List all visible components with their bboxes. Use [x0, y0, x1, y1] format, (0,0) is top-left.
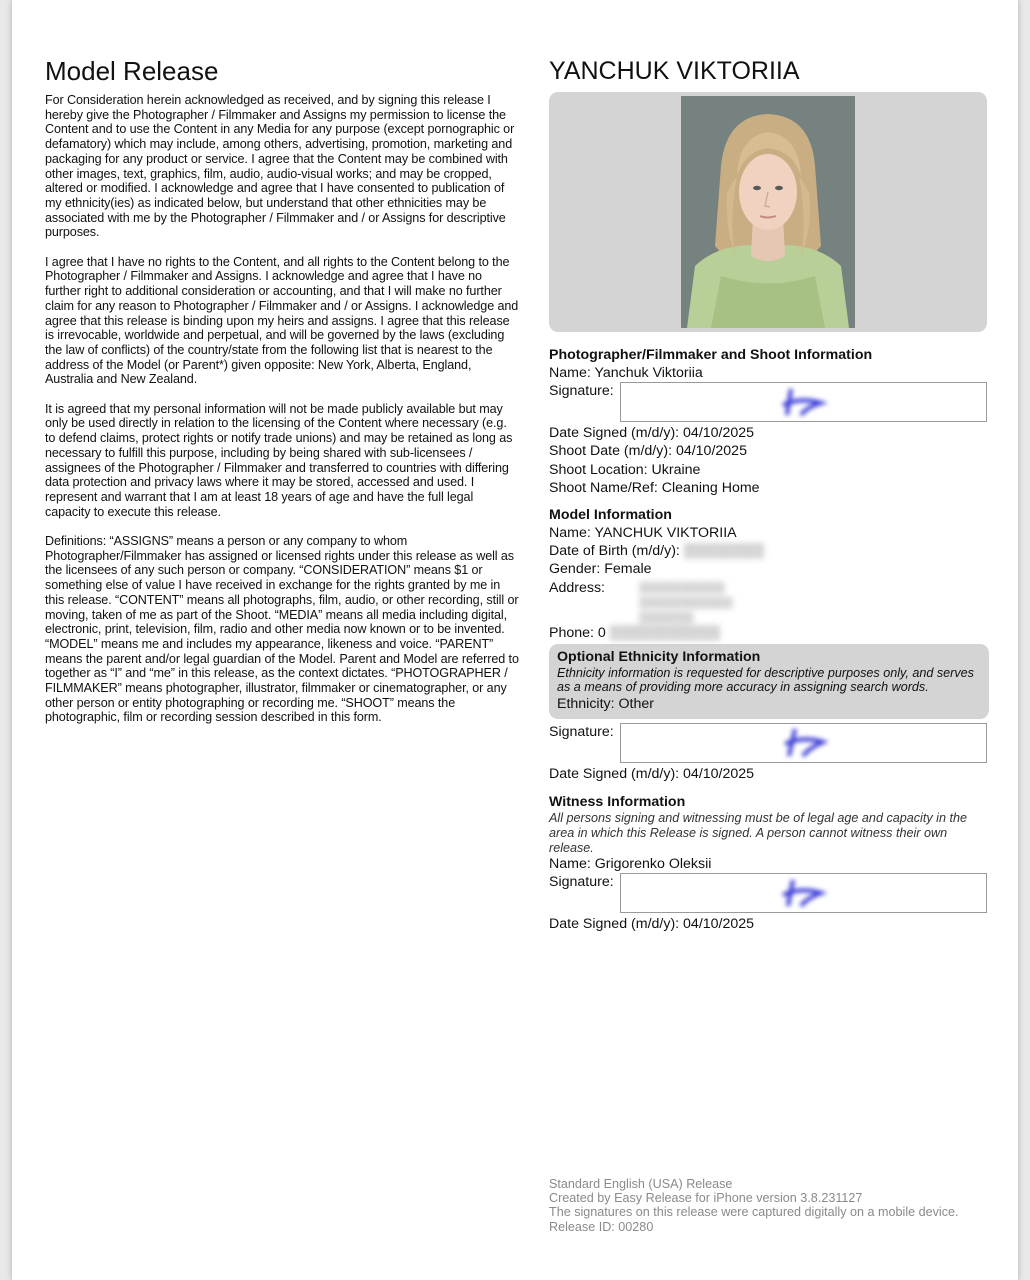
witness-signature-box	[620, 873, 987, 913]
model-signature-scribble	[761, 726, 845, 760]
photographer-signature-box	[620, 382, 987, 422]
photographer-signature-scribble	[761, 385, 845, 419]
ethnicity-note: Ethnicity information is requested for descriptive purposes only, and serves as a means of providing more accuracy in assigning search words.	[557, 665, 974, 695]
model-signature-row	[549, 723, 989, 765]
witness-section-heading: Witness Information	[549, 794, 686, 811]
witness-signature-row	[549, 873, 989, 915]
model-dob-redacted: ▒▒▒▒▒▒▒▒	[683, 543, 765, 560]
model-signature-label: Signature:	[549, 724, 614, 741]
photographer-name: Name: Yanchuk Viktoriia	[549, 365, 703, 381]
terms-paragraph-definitions: Definitions: “ASSIGNS” means a person or any company to whom Photographer/Filmmaker has assigned or licensed rights under this release as well as the licensees of any such person or company. “CONSIDERATION” means $1 or something else of value I have received in exchange for the rights granted by me in this release. “CONTENT” means all photographs, film, audio, or other recording, still or moving, taken of me as part of the Shoot. “MEDIA” means all media including digital, electronic, print, television, film, radio and other media now known or to be invented. “MODEL” means me and includes my appearance, likeness and voice. “PARENT” means the parent and/or legal guardian of the Model. Parent and Model are referred to together as “I” and “me” in this release, as the context dictates. “PHOTOGRAPHER / FILMMAKER” means photographer, illustrator, filmmaker or cinematographer, or any other person or entity photographing or recording me. “SHOOT” means the photographic, film or recording session described in this form.	[45, 534, 519, 725]
shoot-location: Shoot Location: Ukraine	[549, 461, 701, 478]
model-address-redacted: ▒▒▒▒▒▒▒▒▒▒▒ ▒▒▒▒▒▒▒▒▒▒▒▒ ▒▒▒▒▒▒▒	[639, 581, 733, 624]
model-portrait-photo	[681, 96, 855, 328]
model-section-heading: Model Information	[549, 507, 672, 524]
release-page	[12, 0, 1018, 1280]
model-phone-redacted: ▒▒▒▒▒▒▒▒▒▒▒	[609, 624, 721, 641]
photographer-date-signed: Date Signed (m/d/y): 04/10/2025	[549, 425, 755, 442]
photographer-section-heading: Photographer/Filmmaker and Shoot Information	[549, 347, 873, 363]
witness-date-signed: Date Signed (m/d/y): 04/10/2025	[549, 916, 755, 933]
terms-paragraph-privacy: It is agreed that my personal information will not be made publicly available but may only be used directly in relation to the licensing of the Content where necessary (e.g. to defend claims, protect rights or notify trade unions) and may be retained as long as necessary to fulfill this purpose, including by being shared with sub-licensees / assignees of the Photographer / Filmmaker and transferred to countries with differing data protection and privacy laws where it may be stored, accessed and used. I represent and warrant that I am at least 18 years of age and have the full legal capacity to execute this release.	[45, 401, 513, 519]
document-title: Model Release	[45, 56, 219, 86]
witness-note: All persons signing and witnessing must be of legal age and capacity in the area in which this Release is signed. A person cannot witness their own release.	[549, 811, 967, 855]
model-signature-box	[620, 723, 987, 763]
footer-signature-note: The signatures on this release were captured digitally on a mobile device.	[549, 1205, 959, 1220]
ethnicity-heading: Optional Ethnicity Information	[557, 648, 761, 665]
model-dob-label: Date of Birth (m/d/y):	[549, 543, 680, 560]
release-details-column	[549, 56, 989, 934]
photographer-signature-label: Signature:	[549, 383, 614, 400]
model-address	[549, 579, 989, 625]
model-name: Name: YANCHUK VIKTORIIA	[549, 525, 737, 542]
model-name-title: YANCHUK VIKTORIIA	[549, 57, 800, 85]
ethnicity-value: Ethnicity: Other	[557, 696, 654, 713]
model-photo-panel	[549, 92, 987, 332]
model-date-of-birth	[549, 542, 989, 560]
release-terms-column	[45, 56, 520, 740]
terms-paragraph-rights: I agree that I have no rights to the Content, and all rights to the Content belong to the Photographer / Filmmaker and Assigns. I acknowledge and agree that I have no further right to additional consideration or accounting, and that I will make no further claim for any reason to Photographer / Filmmaker and / or Assigns. I acknowledge and agree that this release is binding upon my heirs and assigns. I agree that this release is irrevocable, worldwide and perpetual, and will be governed by the laws (excluding the law of conflicts) of the country/state from the following list that is nearest to the address of the Model (or Parent*) given opposite: New York, Alberta, England, Australia and New Zealand.	[45, 254, 519, 387]
terms-paragraph-consideration: For Consideration herein acknowledged as received, and by signing this release I hereby give the Photographer / Filmmaker and Assigns my permission to license the Content and to use the Content in any Media for any purpose (except pornographic or defamatory) which may include, among others, advertising, promotion, marketing and packaging for any product or service. I agree that the Content may be combined with other images, text, graphics, film, audio, audio-visual works; and may be cropped, altered or modified. I acknowledge and agree that I have consented to publication of my ethnicity(ies) as indicated below, but understand that other ethnicities may be associated with me by the Photographer / Filmmaker and / or Assigns for descriptive purposes.	[45, 93, 515, 240]
footer-release-type: Standard English (USA) Release	[549, 1177, 733, 1191]
witness-signature-label: Signature:	[549, 874, 614, 891]
model-address-label: Address:	[549, 579, 605, 596]
shoot-date: Shoot Date (m/d/y): 04/10/2025	[549, 443, 747, 460]
witness-signature-scribble	[761, 876, 845, 910]
photographer-signature-row	[549, 382, 989, 424]
footer-release-id: Release ID: 00280	[549, 1219, 654, 1234]
model-phone	[549, 624, 989, 642]
footer-created-by: Created by Easy Release for iPhone version 3.8.231127	[549, 1191, 863, 1206]
ethnicity-panel	[549, 644, 989, 719]
shoot-name: Shoot Name/Ref: Cleaning Home	[549, 479, 760, 496]
witness-name: Name: Grigorenko Oleksii	[549, 856, 712, 873]
release-footer	[549, 1177, 999, 1234]
model-date-signed: Date Signed (m/d/y): 04/10/2025	[549, 766, 755, 783]
model-phone-label: Phone: 0	[549, 624, 606, 641]
model-gender: Gender: Female	[549, 561, 652, 578]
